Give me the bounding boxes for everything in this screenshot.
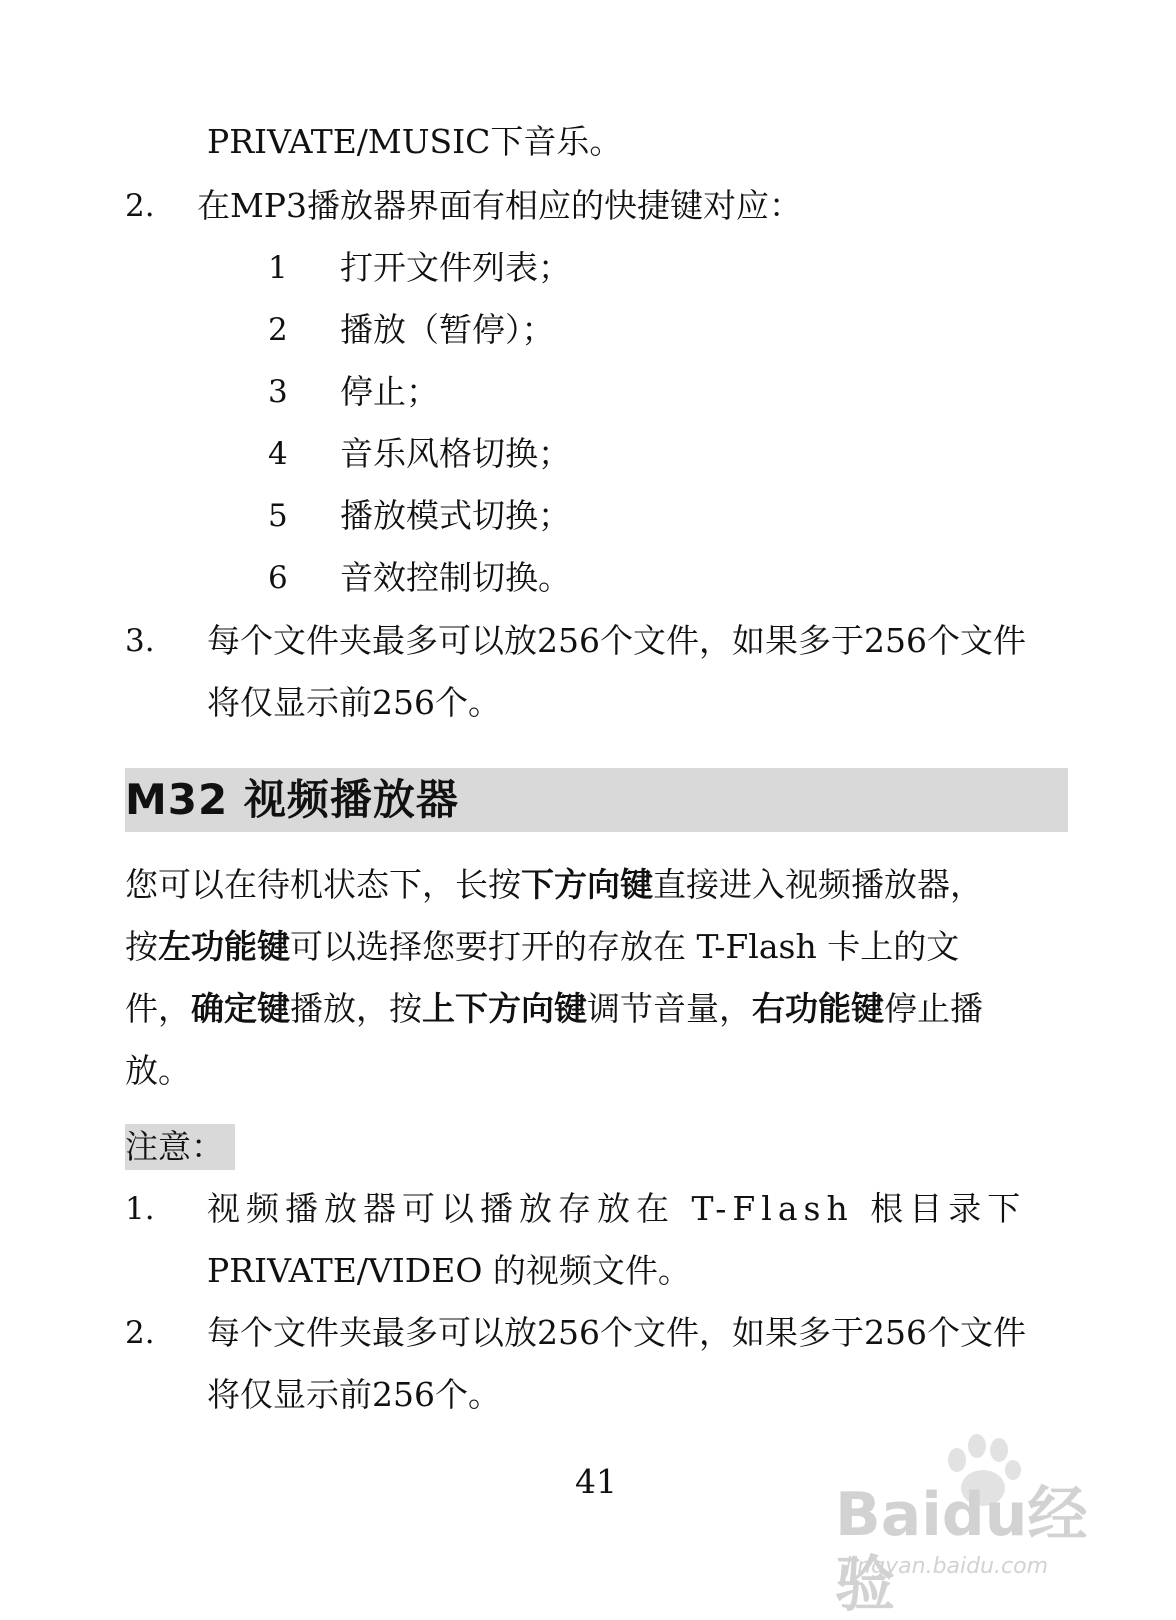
list-item-text: 在MP3播放器界面有相应的快捷键对应： — [197, 186, 802, 225]
text: 您可以在待机状态下，长按 — [125, 865, 521, 904]
note-label: 注意： — [125, 1127, 224, 1166]
note-number: 1. — [125, 1191, 155, 1227]
text: 播放，按 — [290, 989, 422, 1028]
shortcut-key: 3 — [268, 374, 288, 410]
intro-line — [125, 865, 983, 905]
text: 按 — [125, 927, 158, 966]
list-number: 2. — [125, 188, 155, 224]
shortcut-text: 播放模式切换； — [340, 496, 571, 535]
shortcut-text: 播放（暂停）； — [340, 310, 555, 349]
section-heading: M32 视频播放器 — [125, 775, 459, 824]
shortcut-text: 音效控制切换。 — [340, 558, 571, 597]
list-item-text: 每个文件夹最多可以放256个文件，如果多于256个文件 — [207, 621, 1026, 660]
intro-line — [125, 927, 959, 967]
text: 可以选择您要打开的存放在 T-Flash 卡上的文 — [290, 927, 960, 966]
intro-line: 放。 — [125, 1051, 191, 1090]
key-name: 下方向键 — [521, 865, 653, 904]
shortcut-key: 1 — [268, 250, 288, 286]
baidu-watermark — [835, 1432, 1135, 1620]
key-name: 确定键 — [191, 989, 290, 1028]
note-number: 2. — [125, 1315, 155, 1351]
list-item-text: 将仅显示前256个。 — [207, 683, 501, 722]
shortcut-key: 6 — [268, 560, 288, 596]
intro-line — [125, 989, 983, 1029]
note-text: 视频播放器可以播放存放在 T-Flash 根目录下 — [207, 1189, 1027, 1228]
watermark-url: jingyan.baidu.com — [845, 1554, 1049, 1579]
note-text: PRIVATE/VIDEO 的视频文件。 — [207, 1251, 691, 1290]
shortcut-text: 停止； — [340, 372, 439, 411]
key-name: 右功能键 — [752, 989, 884, 1028]
shortcut-key: 4 — [268, 436, 288, 472]
continued-line: PRIVATE/MUSIC下音乐。 — [207, 122, 623, 161]
watermark-logo: Baidu经验 — [835, 1480, 1088, 1620]
key-name: 上下方向键 — [422, 989, 587, 1028]
key-name: 左功能键 — [158, 927, 290, 966]
note-text: 每个文件夹最多可以放256个文件，如果多于256个文件 — [207, 1313, 1026, 1352]
note-text: 将仅显示前256个。 — [207, 1375, 501, 1414]
page-number: 41 — [575, 1462, 617, 1501]
shortcut-text: 音乐风格切换； — [340, 434, 571, 473]
shortcut-text: 打开文件列表； — [340, 248, 571, 287]
list-number: 3. — [125, 623, 155, 659]
text: 停止播 — [884, 989, 983, 1028]
text: 件， — [125, 989, 191, 1028]
text: 直接进入视频播放器， — [653, 865, 983, 904]
shortcut-key: 5 — [268, 498, 288, 534]
text: 调节音量， — [587, 989, 752, 1028]
shortcut-key: 2 — [268, 312, 288, 348]
